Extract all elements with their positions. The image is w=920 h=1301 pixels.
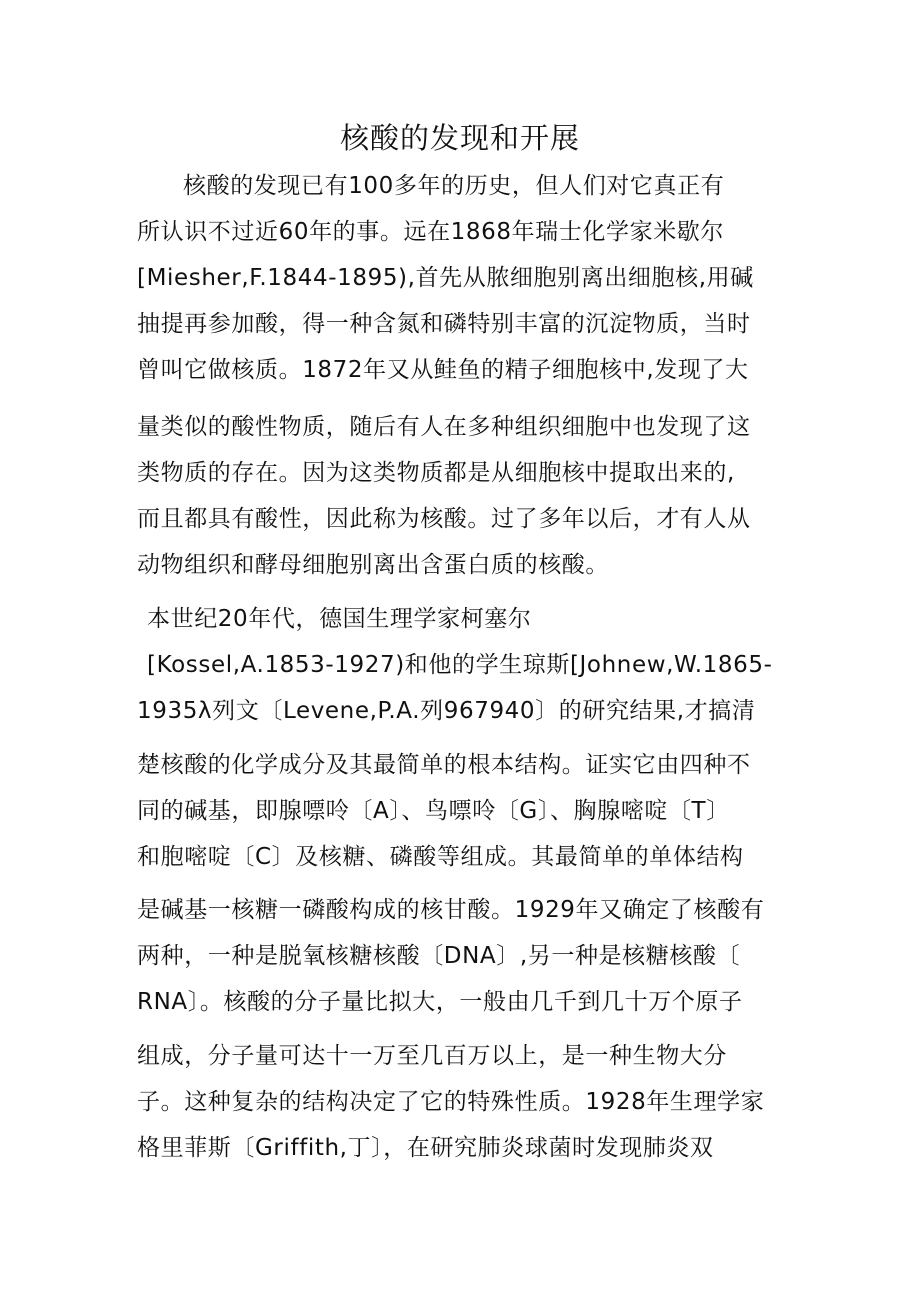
text-line: 子。这种复杂的结构决定了它的特殊性质。1928年生理学家 [137,1089,765,1115]
text-line: 同的碱基，即腺嘌呤〔A〕、鸟嘌呤〔G〕、胸腺嘧啶〔T〕 [137,798,730,824]
document-title: 核酸的发现和开展 [339,121,580,155]
text-line: 和胞嘧啶〔C〕及核糖、磷酸等组成。其最简单的单体结构 [137,844,744,870]
text-line: 抽提再参加酸，得一种含氮和磷特别丰富的沉淀物质，当时 [137,311,751,337]
text-line: 而且都具有酸性，因此称为核酸。过了多年以后，才有人从 [137,506,751,532]
text-line: [Miesher,F.1844-1895),首先从脓细胞别离出细胞核,用碱 [137,265,754,291]
text-line: 核酸的发现已有100多年的历史，但人们对它真正有 [183,173,725,199]
text-line: 动物组织和酵母细胞别离出含蛋白质的核酸。 [137,552,609,578]
text-line: 所认识不过近60年的事。远在1868年瑞士化学家米歇尔 [137,219,724,245]
text-line: 是碱基一核糖一磷酸构成的核甘酸。1929年又确定了核酸有 [137,897,765,923]
text-line: 本世纪20年代，德国生理学家柯塞尔 [147,606,532,632]
text-line: [Kossel,A.1853-1927)和他的学生琼斯[Johnew,W.1865- [147,652,773,678]
text-line: 组成，分子量可达十一万至几百万以上，是一种生物大分 [137,1043,727,1069]
text-line: 格里菲斯〔Griffith,丁〕，在研究肺炎球菌时发现肺炎双 [137,1135,714,1161]
text-line: 曾叫它做核质。1872年又从鲑鱼的精子细胞核中,发现了大 [137,357,749,383]
text-line: 两种，一种是脱氧核糖核酸〔DNA〕,另一种是核糖核酸〔 [137,943,741,969]
text-line: 1935λ列文〔Levene,P.A.列967940〕的研究结果,才搞清 [137,698,756,724]
text-line: 量类似的酸性物质，随后有人在多种组织细胞中也发现了这 [137,414,751,440]
text-line: 类物质的存在。因为这类物质都是从细胞核中提取出来的, [137,460,735,486]
text-line: 楚核酸的化学成分及其最简单的根本结构。证实它由四种不 [137,752,751,778]
text-line: RNA〕。核酸的分子量比拟大，一般由几千到几十万个原子 [137,989,743,1015]
